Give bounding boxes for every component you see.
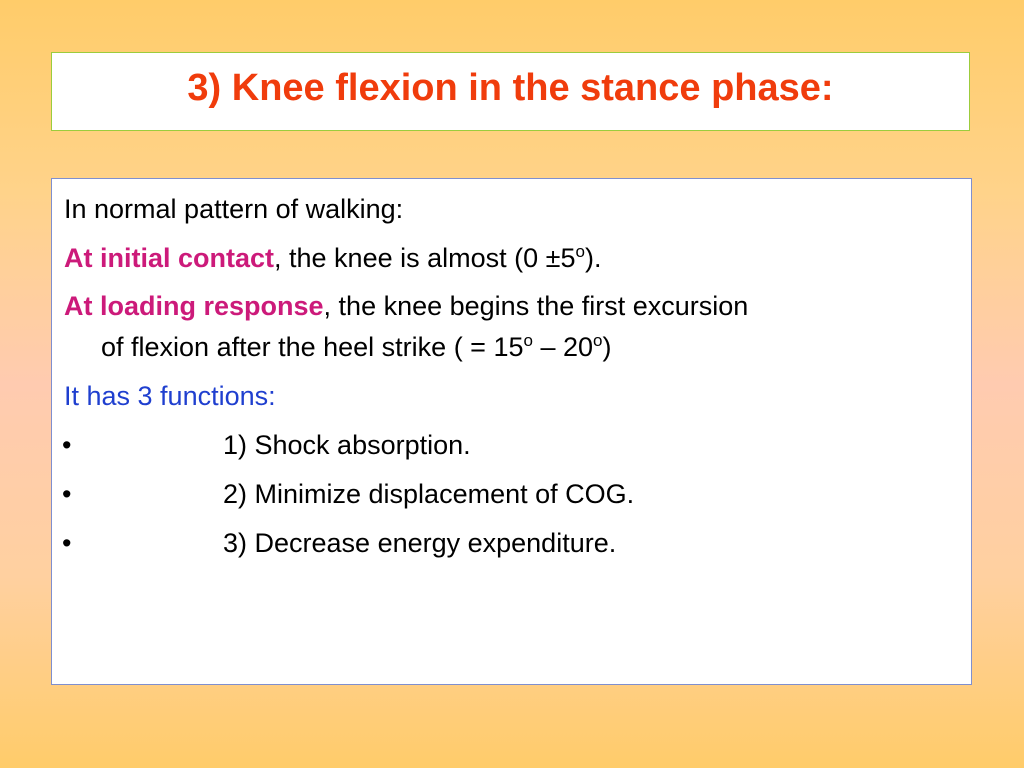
loading-response-label: At loading response	[64, 291, 324, 321]
bullet-icon: •	[62, 430, 72, 460]
initial-contact-end: ).	[584, 243, 602, 273]
initial-contact-line	[64, 242, 601, 275]
bullet-icon: •	[62, 479, 72, 509]
function-text: 3) Decrease energy expenditure.	[223, 528, 617, 558]
loading-response-line	[64, 290, 748, 323]
initial-contact-label: At initial contact	[64, 243, 275, 273]
intro-line: In normal pattern of walking:	[64, 194, 404, 224]
content-box	[51, 178, 972, 685]
functions-heading: It has 3 functions:	[64, 381, 276, 411]
loading-response-text: , the knee begins the first excursion	[323, 291, 749, 321]
function-text: 1) Shock absorption.	[223, 430, 471, 460]
loading-response-degree-2: o	[593, 331, 603, 350]
loading-response-continuation	[101, 331, 611, 364]
initial-contact-text: , the knee is almost (0 ±5	[274, 243, 576, 273]
initial-contact-degree: o	[575, 242, 585, 261]
loading-response-degree-1: o	[523, 331, 533, 350]
loading-response-end: )	[602, 332, 612, 362]
slide-title: 3) Knee flexion in the stance phase:	[187, 67, 834, 109]
title-box	[51, 52, 970, 131]
bullet-icon: •	[62, 528, 72, 558]
loading-response-mid: – 20	[532, 332, 594, 362]
function-text: 2) Minimize displacement of COG.	[223, 479, 635, 509]
loading-response-cont-a: of flexion after the heel strike ( = 15	[101, 332, 524, 362]
